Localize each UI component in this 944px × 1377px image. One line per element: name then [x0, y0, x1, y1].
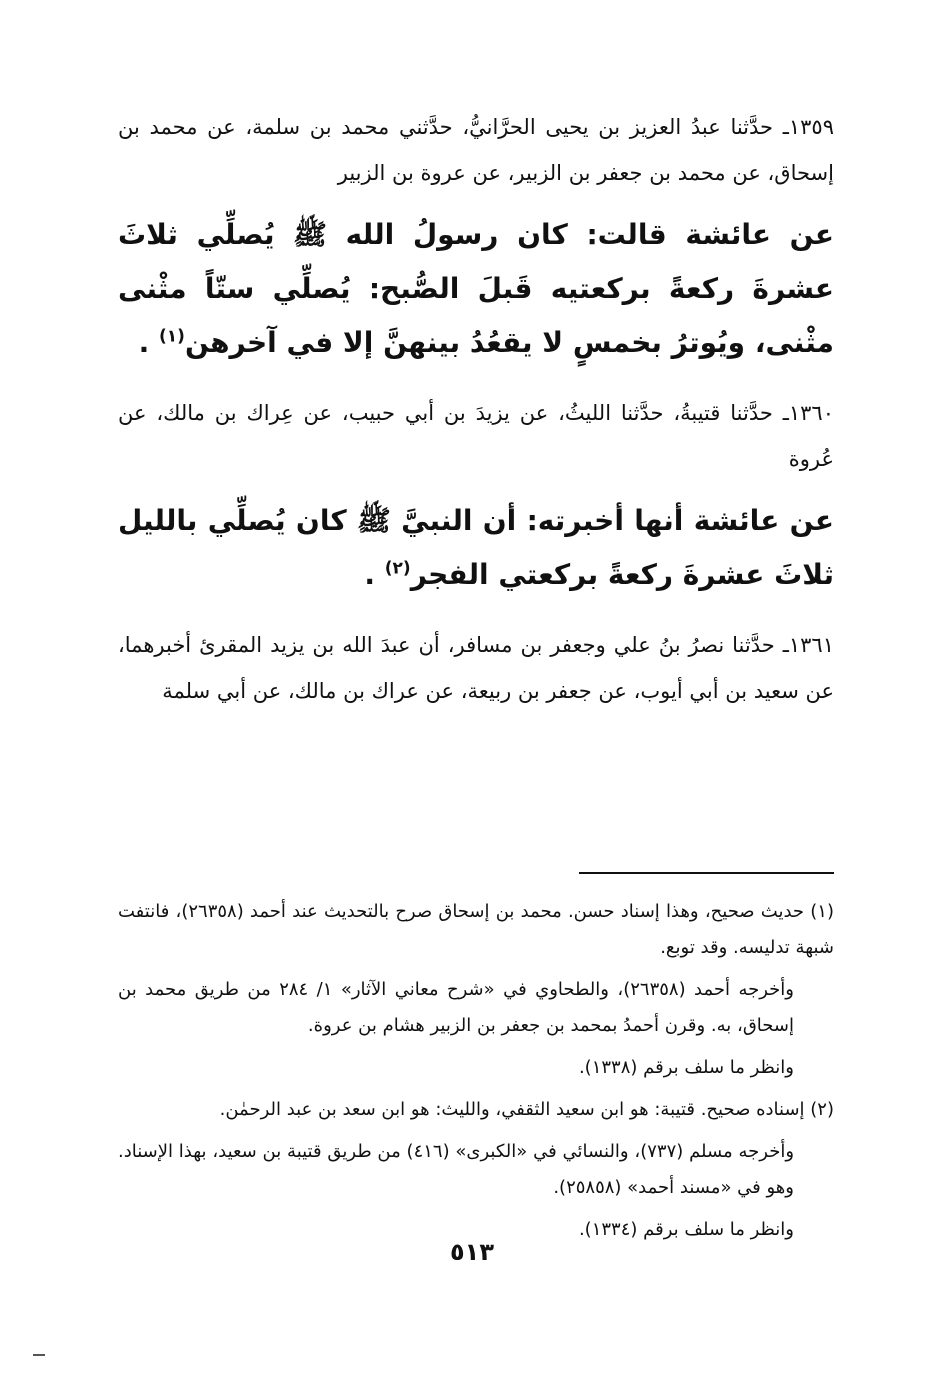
- footnotes: [118, 894, 834, 1254]
- hadith-1360-isnad: ١٣٦٠ـ حدَّثنا قتيبةُ، حدَّثنا الليثُ، عن يزيدَ بن أبي حبيب، عن عِراك بن مالك، عن عُروة: [118, 401, 834, 471]
- hadith-1360-matn-text: عن عائشة أنها أخبرته: أن النبيَّ ﷺ كان يُصلِّي بالليل ثلاثَ عشرةَ ركعةً بركعتي الفجر: [118, 504, 834, 591]
- footnote-separator: [579, 872, 834, 874]
- footnote-ref-1[interactable]: (١): [158, 326, 185, 347]
- page-number: ٥١٣: [450, 1238, 494, 1266]
- footnote-1: (١) حديث صحيح، وهذا إسناد حسن. محمد بن إسحاق صرح بالتحديث عند أحمد (٢٦٣٥٨)، فانتفت شبهة تدليسه. وقد توبع.: [118, 901, 834, 958]
- page-body: [118, 104, 834, 1240]
- footnote-ref-2[interactable]: (٢): [384, 558, 411, 579]
- hadith-1359-isnad: ١٣٥٩ـ حدَّثنا عبدُ العزيز بن يحيى الحرَّانيُّ، حدَّثني محمد بن سلمة، عن محمد بن إسحاق، عن محمد بن جعفر بن الزبير، عن عروة بن الزبير: [118, 115, 834, 185]
- hadith-1361-isnad: ١٣٦١ـ حدَّثنا نصرُ بنُ علي وجعفر بن مسافر، أن عبدَ الله بن يزيد المقرئ أخبرهما، عن سعيد بن أبي أيوب، عن جعفر بن ربيعة، عن عراك بن مالك، عن أبي سلمة: [118, 633, 834, 703]
- footnote-2-see-also: وانظر ما سلف برقم (١٣٣٤).: [578, 1219, 794, 1240]
- hadith-1359-matn: [118, 208, 834, 370]
- footnote-2: (٢) إسناده صحيح. قتيبة: هو ابن سعيد الثقفي، والليث: هو ابن سعد بن عبد الرحمٰن.: [219, 1099, 834, 1120]
- hadith-1359-matn-text: عن عائشة قالت: كان رسولُ الله ﷺ يُصلِّي ثلاثَ عشرةَ ركعةً بركعتيه قَبلَ الصُّبح: يُصلِّي ستّاً مثْنى مثْنى، ويُوترُ بخمسٍ لا يقعُدُ بينهنَّ إلا في آخرهن: [118, 218, 834, 359]
- footnote-1-see-also: وانظر ما سلف برقم (١٣٣٨).: [578, 1057, 794, 1078]
- hadith-1360-end: .: [364, 558, 375, 591]
- scan-mark: [33, 1354, 45, 1356]
- footnote-1-sources: وأخرجه أحمد (٢٦٣٥٨)، والطحاوي في «شرح معاني الآثار» ١/ ٢٨٤ من طريق محمد بن إسحاق، به. وقرن أحمدُ بمحمد بن جعفر بن الزبير هشام بن عروة.: [118, 979, 795, 1036]
- hadith-1360-matn: [118, 494, 834, 602]
- footnote-2-sources: وأخرجه مسلم (٧٣٧)، والنسائي في «الكبرى» (٤١٦) من طريق قتيبة بن سعيد، بهذا الإسناد. وهو في «مسند أحمد» (٢٥٨٥٨).: [118, 1141, 795, 1198]
- hadith-1359-end: .: [138, 326, 150, 359]
